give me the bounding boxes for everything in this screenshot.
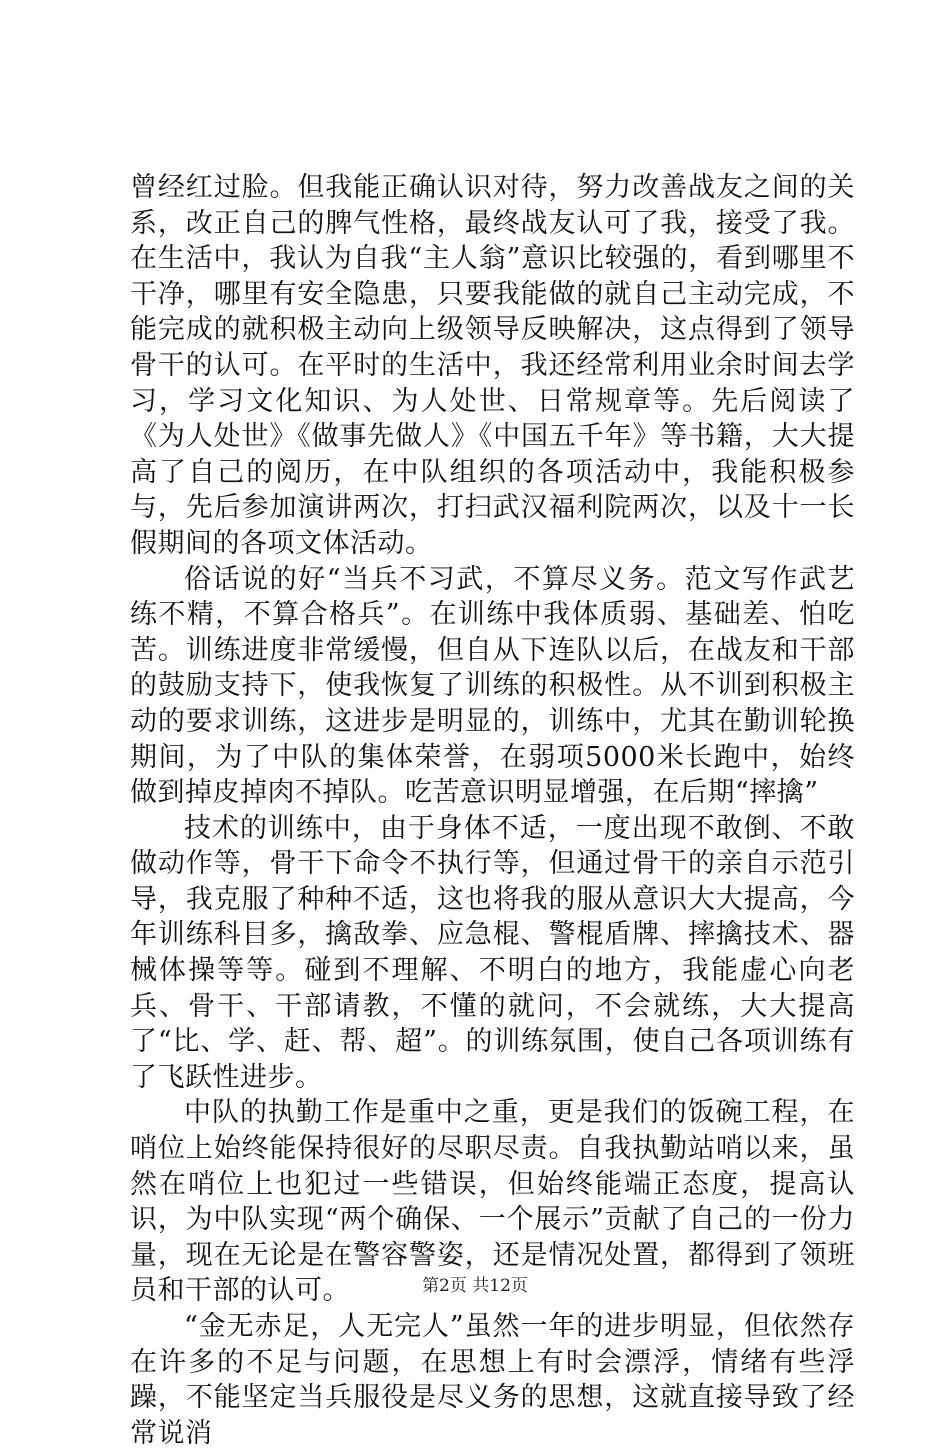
paragraph-4: 中队的执勤工作是重中之重，更是我们的饭碗工程，在哨位上始终能保持很好的尽职尽责。自我执勤站哨以来，虽然在哨位上也犯过一些错误，但始终能端正态度，提高认识，为中队实现“两个确保、一个展示”贡献了自己的一份力量，现在无论是在警容警姿，还是情况处置，都得到了领班员和干部的认可。: [130, 1097, 855, 1307]
page-footer: 第2页 共12页: [422, 1276, 528, 1296]
paragraph-1: 曾经红过脸。但我能正确认识对待，努力改善战友之间的关系，改正自己的脾气性格，最终战友认可了我，接受了我。在生活中，我认为自我“主人翁”意识比较强的，看到哪里不干净，哪里有安全隐患，只要我能做的就自己主动完成，不能完成的就积极主动向上级领导反映解决，这点得到了领导骨干的认可。在平时的生活中，我还经常利用业余时间去学习，学习文化知识、为人处世、日常规章等。先后阅读了《为人处世》《做事先做人》《中国五千年》等书籍，大大提高了自己的阅历，在中队组织的各项活动中，我能积极参与，先后参加演讲两次，打扫武汉福利院两次，以及十一长假期间的各项文体活动。: [130, 172, 855, 559]
paragraph-3: 技术的训练中，由于身体不适，一度出现不敢倒、不敢做动作等，骨干下命令不执行等，但通过骨干的亲自示范引导，我克服了种种不适，这也将我的服从意识大大提高，今年训练科目多，擒敌拳、应急棍、警棍盾牌、摔擒技术、器械体操等等。碰到不理解、不明白的地方，我能虚心向老兵、骨干、干部请教，不懂的就问，不会就练，大大提高了“比、学、赶、帮、超”。的训练氛围，使自己各项训练有了飞跃性进步。: [130, 812, 855, 1093]
document-body: [130, 170, 855, 1451]
paragraph-5: “金无赤足，人无完人”虽然一年的进步明显，但依然存在许多的不足与问题，在思想上有时会漂浮，情绪有些浮躁，不能坚定当兵服役是尽义务的思想，这就直接导致了经常说消: [130, 1311, 855, 1449]
paragraph-2: 俗话说的好“当兵不习武，不算尽义务。范文写作武艺练不精，不算合格兵”。在训练中我体质弱、基础差、怕吃苦。训练进度非常缓慢，但自从下连队以后，在战友和干部的鼓励支持下，使我恢复了训练的积极性。从不训到积极主动的要求训练，这进步是明显的，训练中，尤其在勤训轮换期间，为了中队的集体荣誉，在弱项5000米长跑中，始终做到掉皮掉肉不掉队。吃苦意识明显增强，在后期“摔擒”: [130, 563, 855, 809]
